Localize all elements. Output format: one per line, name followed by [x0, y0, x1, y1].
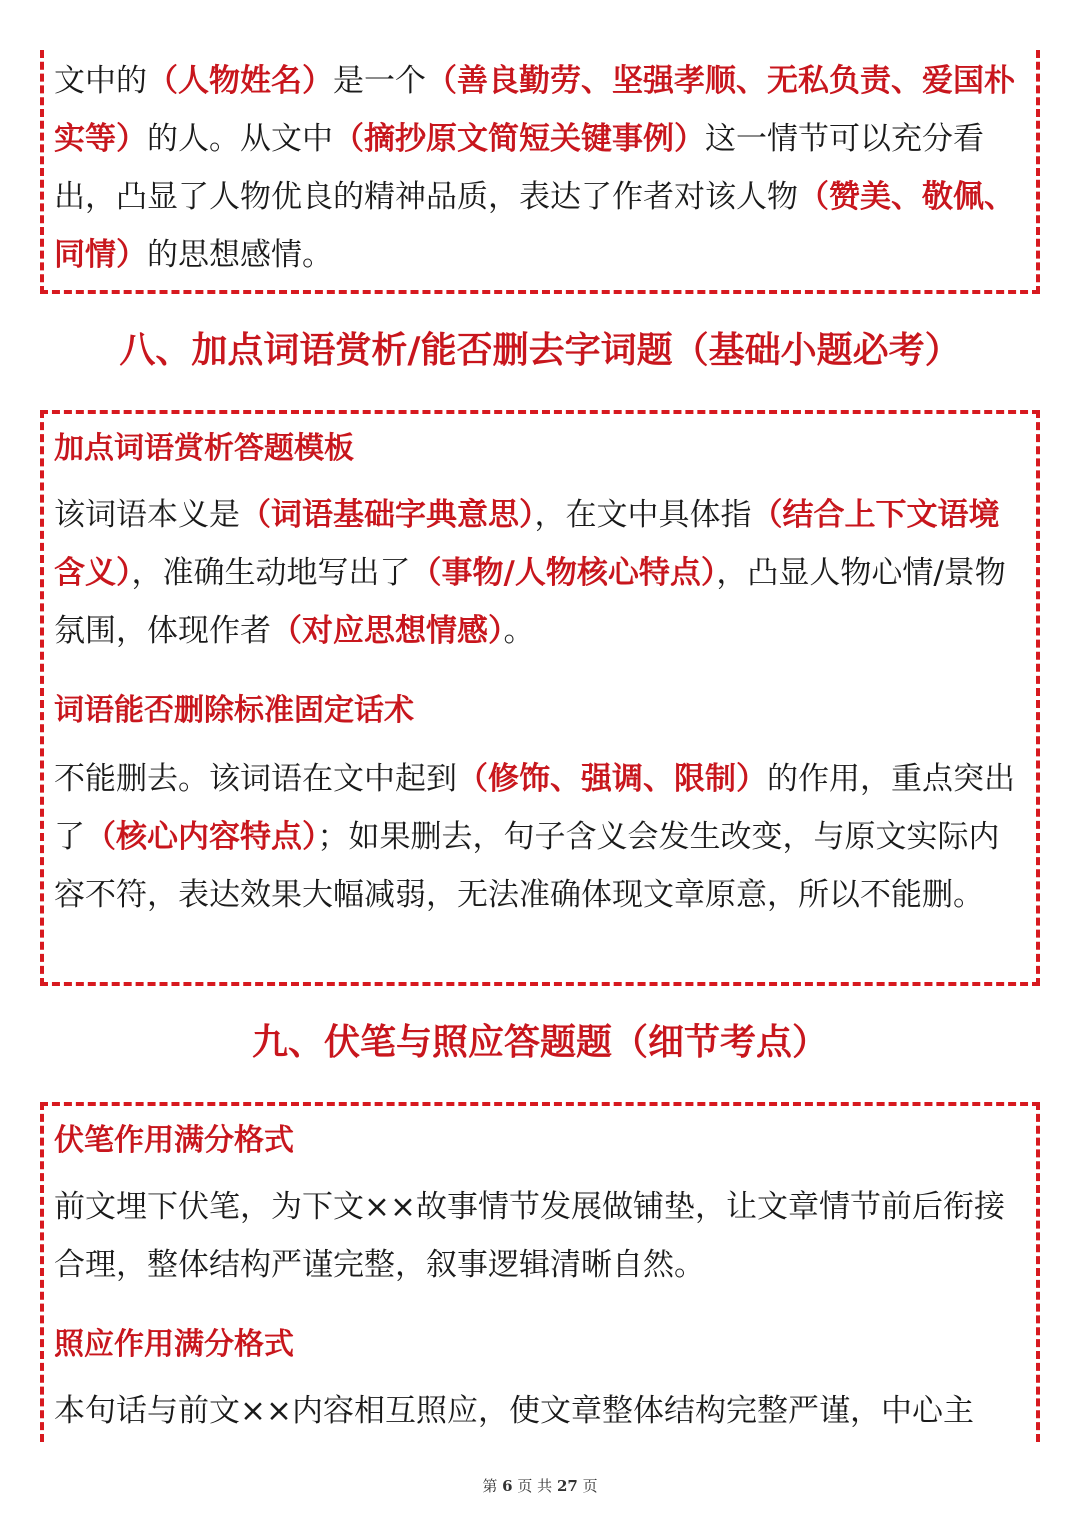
total-page-number: 27 — [556, 1477, 578, 1495]
echo-subheading: 照应作用满分格式 — [54, 1327, 294, 1362]
foreshadowing-subheading: 伏笔作用满分格式 — [54, 1123, 294, 1158]
word-analysis-paragraph: 该词语本义是（词语基础字典意思），在文中具体指（结合上下文语境含义），准确生动地写出了（事物/人物核心特点），凸显人物心情/景物氛围，体现作者（对应思想情感）。 — [54, 497, 1006, 649]
word-deletion-paragraph: 不能删去。该词语在文中起到（修饰、强调、限制）的作用，重点突出了（核心内容特点）；如果删去，句子含义会发生改变，与原文实际内容不符，表达效果大幅减弱，无法准确体现文章原意，所以不能删。 — [54, 761, 1015, 913]
word-analysis-subheading: 加点词语赏析答题模板 — [54, 431, 354, 466]
template-box-word-analysis — [40, 410, 1040, 986]
template-box-character — [40, 50, 1040, 294]
current-page-number: 6 — [502, 1477, 513, 1495]
page-footer: 第 6 页 共 27 页 — [482, 1477, 598, 1495]
section-8-heading: 八、加点词语赏析/能否删去字词题（基础小题必考） — [119, 330, 961, 371]
character-template-paragraph: 文中的（人物姓名）是一个（善良勤劳、坚强孝顺、无私负责、爱国朴实等）的人。从文中（摘抄原文简短关键事例）这一情节可以充分看出，凸显了人物优良的精神品质，表达了作者对该人物（赞美、敬佩、同情）的思想感情。 — [54, 63, 1015, 273]
template-box-foreshadowing — [40, 1102, 1040, 1442]
echo-paragraph: 本句话与前文××内容相互照应，使文章整体结构完整严谨，中心主 — [54, 1393, 974, 1429]
word-deletion-subheading: 词语能否删除标准固定话术 — [54, 693, 414, 728]
section-9-heading: 九、伏笔与照应答题题（细节考点） — [251, 1022, 828, 1063]
foreshadowing-paragraph: 前文埋下伏笔，为下文××故事情节发展做铺垫，让文章情节前后衔接合理，整体结构严谨完整，叙事逻辑清晰自然。 — [54, 1189, 1005, 1283]
